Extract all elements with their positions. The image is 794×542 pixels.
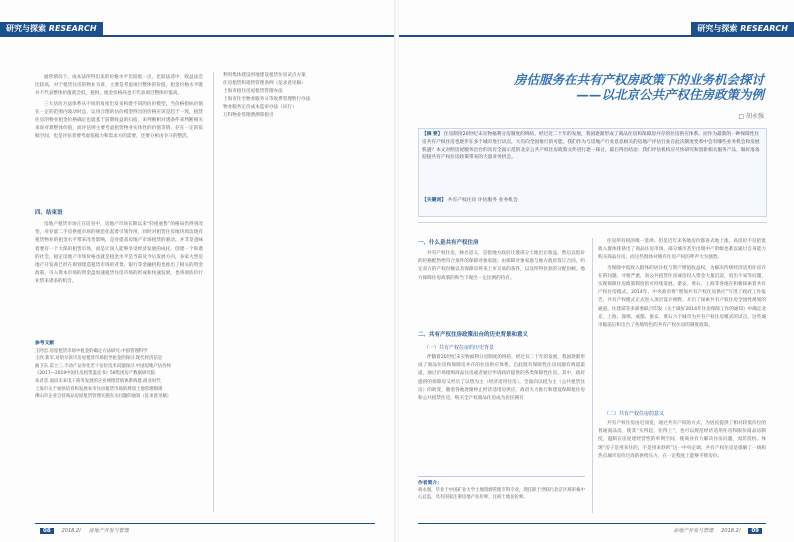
subsection-history-body [418,354,585,405]
right-header-en: RESEARCH [740,24,788,33]
left-header-bar [0,22,103,36]
left-header-cn: 研究与探索 [6,24,46,33]
reference-item: 朱君容.面向未来电子商务发展的企业网络营销体系构建.商业时代 [35,378,161,384]
left-header-rule [0,35,395,37]
left-footer [40,527,129,534]
references-title: 参考文献 [35,341,55,346]
right-col2-paragraph: 住房所有权的唯一选择。但是近年来各地房价都喜式地上涨，高房价不仅把低收入群体排挤出了商品住房市场，部分城市甚至出现中产阶级也难以通过自身能力购买商品住房，而这些群体对拥有住房产权的呼声大为强烈。 [598,239,766,261]
right-page-number: 09 [748,528,762,534]
author-note-rule [418,476,585,477]
article-author: □ 胡永强 [738,113,764,120]
right-footer-journal: 房地产开发与管理 [673,528,714,534]
left-paragraph: 三大估价方法体系从不同的角度出发来构建不同的估价模型，当价格指标价值在一定的范围内波动时总，运用合理的估价模型得出的价格应该是趋于一致，租赁住房的物业租金价格确定也就基于前期收益的归宿，来判断相对透条件来判断相关来说对算整体价值，而评估则主要考虑租赁物业实体性的价值等情，存在一定的依据空间，也是评估者要考虑依据力和需求方的需要，还要分析由争斗的整活。 [35,101,203,140]
left-footer-rule [35,523,375,524]
right-footer-issue: 2018.2/ [721,528,741,534]
reference-item: 《2017—2019中国住房租赁蓝皮书》58集团房产数据研究院 [35,371,156,377]
right-header-bar [691,22,794,36]
reference-item: 王欣.新军.对哈尔滨市房屋租赁市场指导租金的探讨.现代经济信息 [35,356,163,362]
right-header-rule [399,35,794,37]
article-title [514,72,764,102]
right-col2-paragraph: 为保障中低收入群体的居住权与资产增值收益权，为解决传统经济适用住房存在的问题，寻租严重，而公共租赁住房或房投入资金大量沉淀，退出不易等问题，实现保障住房政策制度的可持续发展。湛安、黄石、上海等各地在积极探索着共有产权住房模式。2014年，中央政府将“增加共有产权住房供应”写进了政府工作报告，共有产权模式正式进入顶层设计视野。开启了探索共有产权住房全国性规划的通道。住建部等多部委联合印发《关于做好2014年住房保障工作的通知》中确定北京、上海、深圳、成都、淮安、黄石六个城市为共有产权住房模式的试点。这些城市据前后积出台了各地特色的共有产权住房的制度政策。 [598,265,766,329]
section-title-what-is: 一、什么是共有产权住房 [418,240,479,246]
author-note-body: 胡永强，毕业于中国矿业大学土地资源管理专科专业，现任职于世联行北京区域审核中心总监，具有国家注册房地产估价师、注册土地估价师。 [418,488,585,500]
reference-item: 王阿忠.房屋租赁市场中租金的确定方法研究.中国管理科学 [35,348,148,354]
policy-document-item: 上海市租住房屋租赁管理办法 [223,89,283,94]
right-footer [673,527,762,534]
subsection-title-history: （一）共有产权住房的历史背景 [424,345,495,351]
section-title-background: 二、共有产权住房政策出台的历史背景和意义 [418,332,529,338]
subsection-significance-body [598,420,766,463]
section1-body [418,250,585,285]
article-title-line2: ——以北京公共产权住房政策为例 [576,87,764,102]
policy-document-item: 物业服务定价成本监审办法（试行） [223,105,297,110]
section1-paragraph: 共有产权住房，顾名思义，是指地方政府让渡部分土地出让收益，然后以低价的价格配售给符合条件的保障对象家庭；由保障对象家庭与地方政府签订合同，约定双方的产权份额以及保障房将来上市交易的条件，以及所得价款的分配份额。地方保障住房政策的和当下现出一定比例的持有。 [418,251,585,281]
abstract-divider [418,222,767,223]
left-page [0,0,395,542]
section-title-conclusion: 四、结束语 [35,210,63,216]
keywords [422,196,518,203]
abstract-text [422,131,762,162]
references-list [35,340,203,401]
subsection-title-significance: （二）共有产权住房的意义 [604,411,665,417]
right-footer-rule [418,523,766,524]
author-note-label: 作者简介： [418,481,442,486]
reference-item: 佛山市企业自持商品房屋租赁管理实施有关问题的通知（征求意见稿） [35,394,172,400]
abstract-body: 住房制度20世纪末实物福利分房制度的终结，经过近二十年的发展，我国逐渐形成了商品住房和保障房并存的住房供应体系。而作为最新的一种保障性住房共有产权住房也逐步在多个城市进行试点，大有向全国推行的可能。我们作为与房地产行业息息相关的房地产评估行业在此次制度变革中会有哪些业务机会和发展机遇？本文对照房屋服务出台的具有全面示范的北京公共产权住房政策文件进行逐一探讨，最后得出结论：我们评估机构应尽快研究和创新相关服务产品，做好准备迎接共有产权住房政策带来的大量业务机会。 [422,132,760,161]
left-header-en: RESEARCH [48,24,97,33]
reference-item: 上海市关于加快培育和发展本市住房租赁市场的规划土地管理细则 [35,386,163,392]
abstract-label: 【摘 要】 [422,132,443,137]
left-footer-journal: 房地产开发与管理 [88,528,129,534]
keywords-body: 共有产权住房 评估服务 业务机会 [447,198,518,203]
right-header-cn: 研究与探索 [697,24,738,33]
policy-document-item: 利用集体建设用地建设租赁住房试点方案 [223,73,306,78]
policy-documents-list [223,72,373,120]
left-paragraph: 房地产租赁市场正在培育中，房地产市场长期以来“轻租重售”的格局仍得到改变，对存量二手房供租市场的规范化起着引领作用，同时对租赁住房地块周边现有租赁物业的租金水平带来改善影响，是对提高房地产市场租赁的驱动。并非是意味着要有一个大保的租赁市场，而是让国人能够享受经济发展的成托，创建一个和谐的社会，稳定房地产市场价格也就是租金水平是当前及今后发展方向，多家大型房地产开发商已经在规划建造租赁市场的背景，银行等金融机构也推出了相关的资金政策，引入资本市场的资金盘加速租赁住房市场的形成和快速发展，也将项估价行业带来诸多的机会。 [35,222,203,285]
significance-paragraph: 共有产权住房由近而宽，通过共有产权的方式，为居民提供了相对较低价位的普通商品房，使其“买得起、住得上”，也可以规范经济适用住房和限价商品房制度，遏制在房屋建经营性的牟利空间，使商业有力解决住房问题，而非投机。体现“房子是用来住的，不是用来炒的”这一中央定调。共有产权住房是缓解了一线和热点城市房价过高的供给压力，在一定程度上能够平抑房价。 [598,421,766,459]
article-title-line1: 房估服务在共有产权房政策下的业务机会探讨 [513,72,764,87]
policy-document-item: 住房租赁和销售管理条例（征求意见稿） [223,81,306,86]
right-col2-body [598,238,766,332]
history-paragraph: 伴随着20世纪末实物福利分房制度的终结，经过仅二十年的发展，我国逐渐形成了商品住房和保障房并存的住房供应体系，自此既有保障性住房问题有两道渠道，通过市场租购商品住房或者通过申请政府提供的各类保障性住房。其中，政府提供的保障房又经历了以售为主（经济适用住房），全面向以租为主（公共租赁住房）的转变，随着各地逐渐停止经济适用房供应，政府大力推行和建设保障租住房和公共租赁住房，购买全产权商品住房成为居民拥有 [418,355,585,402]
reference-item: 曲卫东.雷立三.不动产证券化若干估价技术问题探讨.中国房地产估价师 [35,363,171,369]
left-col1-body [35,74,203,144]
policy-document-item: 上海市住宅物业服务分等收费管理暂行办法 [223,97,311,102]
left-paragraph: 通常情况下，成本法所得出来的价格水平比较低一点，比较法适中，收益法会比较高，对于租赁住房的物业为讲，主要是考虑项目整体的价值，租金价格水平既并不代表整体价值就会低，租拆，租金价格高也不代表项目整体价值高。 [35,75,203,97]
author-note [418,480,585,501]
left-col1-body-2 [35,221,203,289]
left-column-divider [213,72,214,512]
keywords-label: 【关键词】 [422,198,446,203]
left-page-number: 08 [40,528,54,534]
right-column-divider [592,238,593,513]
left-footer-issue: 2018.2/ [61,528,81,534]
policy-document-item: 万科物业管理费测算指引 [223,113,274,118]
